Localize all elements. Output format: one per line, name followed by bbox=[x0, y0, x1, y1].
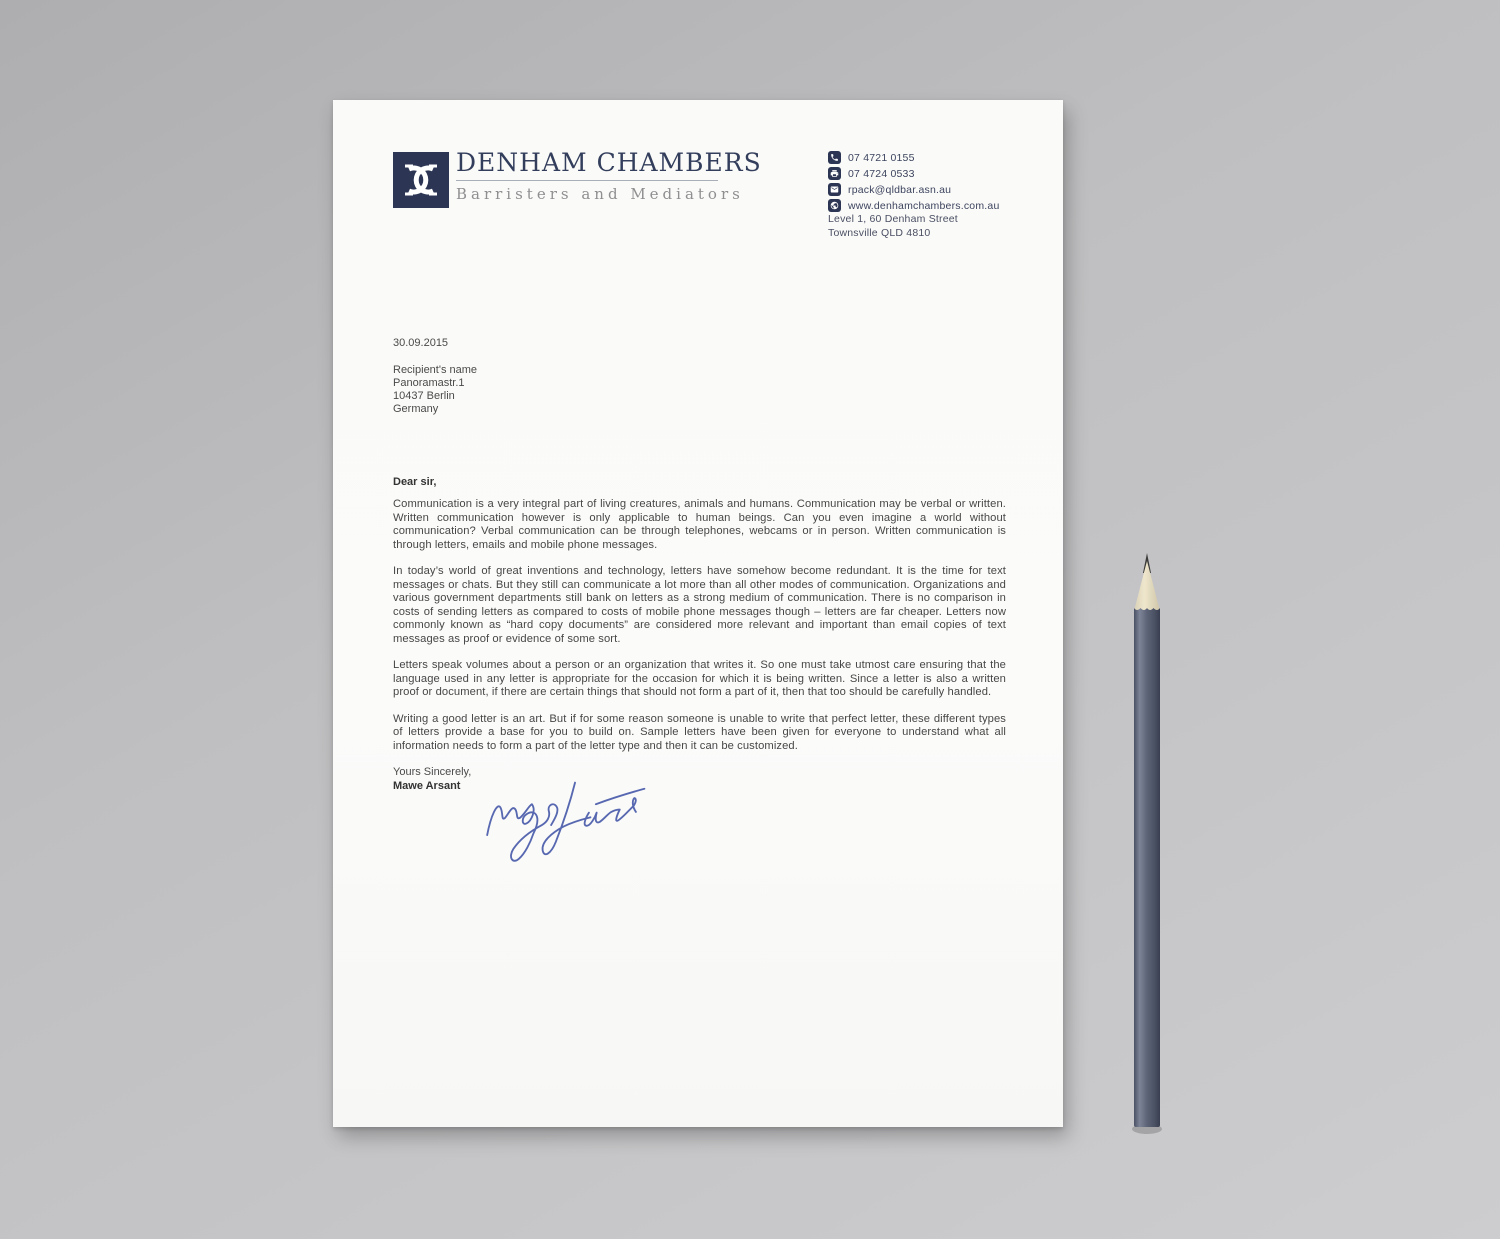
paragraph-2: In today’s world of great inventions and technology, letters have somehow become redundant. It is the time for text messages or chats. But they still can communicate a lot more than all other modes of communication. Organizations and various government departments still bank on letters as a strong medium of communication. There is no comparison in costs of sending letters as compared to costs of mobile phone messages though – letters are far cheaper. Letters now commonly known as “hard copy documents” are considered more relevant and important than email copies of text messages as proof or evidence of some sort. bbox=[393, 565, 1006, 645]
recipient-city: 10437 Berlin bbox=[393, 390, 455, 402]
letter-body bbox=[393, 498, 1006, 753]
recipient-name: Recipient's name bbox=[393, 364, 478, 376]
recipient-country: Germany bbox=[393, 403, 439, 415]
website-url: www.denhamchambers.com.au bbox=[848, 199, 1000, 212]
letter-content bbox=[393, 100, 1006, 793]
signature-ink-icon bbox=[481, 770, 666, 870]
signature-image bbox=[481, 770, 666, 870]
letter-paper bbox=[333, 100, 1063, 1127]
closing: Yours Sincerely, bbox=[393, 766, 472, 778]
company-tagline: Barristers and Mediators bbox=[456, 185, 744, 203]
paragraph-4: Writing a good letter is an art. But if for some reason someone is unable to write that perfect letter, these different types of letters provide a base for you to build on. Sample letters have been given for everyone to understand what all information needs to form a part of the letter type and then it can be customized. bbox=[393, 712, 1006, 752]
letter-date: 30.09.2015 bbox=[393, 337, 449, 349]
company-name: DENHAM CHAMBERS bbox=[456, 148, 718, 181]
address-line-2: Townsville QLD 4810 bbox=[828, 227, 931, 239]
paragraph-1: Communication is a very integral part of living creatures, animals and humans. Communication may be verbal or written. Written communication however is only applicable to human beings. Can you even imagine a world without communication? Verbal communication can be through telephones, webcams or in person. Written communication is through letters, emails and mobile phone messages. bbox=[393, 498, 1006, 551]
email-address: rpack@qldbar.asn.au bbox=[848, 183, 952, 196]
address-line-1: Level 1, 60 Denham Street bbox=[828, 213, 958, 225]
fax-number: 07 4724 0533 bbox=[848, 167, 915, 180]
recipient-block bbox=[393, 364, 1006, 416]
phone-number: 07 4721 0155 bbox=[848, 151, 915, 164]
paragraph-3: Letters speak volumes about a person or an organization that writes it. So one must take utmost care ensuring that the language used in any letter is appropriate for the occasion for which it is being written. Since a letter is also a written proof or document, if there are certain things that should not form a part of it, then that too should be carefully handled. bbox=[393, 659, 1006, 698]
recipient-street: Panoramastr.1 bbox=[393, 377, 465, 389]
pencil-icon bbox=[1127, 551, 1167, 1136]
signatory-name: Mawe Arsant bbox=[393, 779, 461, 792]
salutation: Dear sir, bbox=[393, 476, 437, 488]
pencil bbox=[1127, 551, 1167, 1136]
